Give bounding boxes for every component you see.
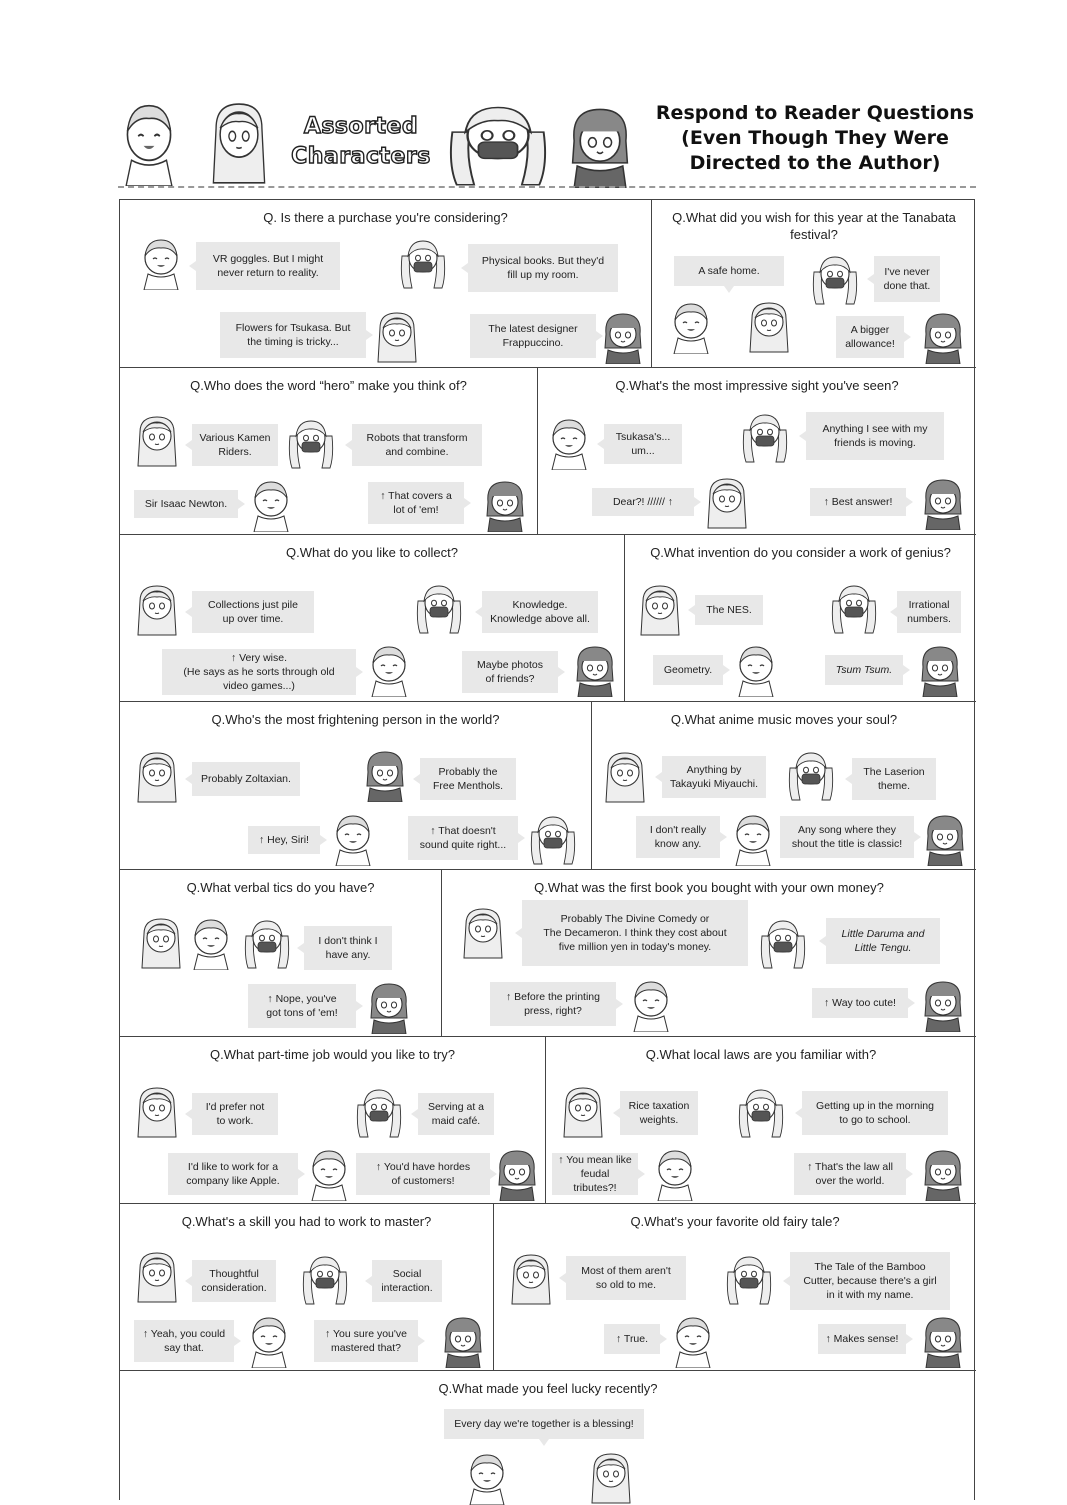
chibi-girl-twintails-mask-icon (400, 234, 446, 290)
chibi-girl-twintails-mask-icon (726, 1250, 772, 1306)
chibi-girl-short-hair-icon (652, 1145, 698, 1201)
chibi-girl-long-hair-icon (508, 1250, 554, 1306)
answer-bubble: ↑ That doesn't sound quite right... (408, 816, 518, 860)
answer-bubble: The latest designer Frappuccino. (470, 314, 596, 358)
question: Q.What's your favorite old fairy tale? (630, 1214, 840, 1229)
answer-bubble: Geometry. (653, 655, 723, 685)
chibi-girl-twintails-mask-icon (288, 414, 334, 470)
chibi-girl-short-hair-icon (118, 96, 180, 186)
answer-bubble: The NES. (695, 595, 763, 625)
chibi-girl-long-hair-icon (560, 1083, 606, 1139)
answer-bubble: Every day we're together is a blessing! (444, 1409, 644, 1439)
answer-bubble: Irrational numbers. (897, 591, 961, 633)
chibi-girl-bob-hair-icon (922, 810, 968, 866)
page-title (655, 101, 975, 176)
chibi-girl-twintails-mask-icon (244, 914, 290, 970)
answer-bubble: I don't think I have any. (304, 926, 392, 970)
section-label (290, 112, 432, 172)
answer-bubble: ↑ You mean like feudal tributes?! (552, 1153, 638, 1195)
answer-bubble: Getting up in the morning to go to school. (802, 1091, 948, 1135)
question: Q.What verbal tics do you have? (186, 880, 375, 895)
chibi-girl-bob-hair-icon (600, 308, 646, 364)
chibi-girl-long-hair-icon (138, 914, 184, 970)
chibi-girl-bob-hair-icon (366, 978, 412, 1034)
answer-bubble: ↑ Hey, Siri! (248, 826, 320, 854)
question: Q.What made you feel lucky recently? (438, 1381, 658, 1396)
header-divider (118, 186, 976, 188)
chibi-girl-short-hair-icon (138, 234, 184, 290)
qa-panel-verbal-tics (120, 870, 442, 1037)
answer-bubble: I'd like to work for a company like Apple. (168, 1153, 298, 1195)
chibi-girl-twintails-mask-icon (760, 914, 806, 970)
answer-bubble: Probably The Divine Comedy or The Decameron. I think they cost about five million yen in today's money. (522, 900, 748, 966)
answer-bubble: Serving at a maid café. (418, 1093, 494, 1135)
answer-bubble: ↑ Very wise. (He says as he sorts through old video games...) (162, 649, 356, 695)
chibi-girl-twintails-mask-icon (448, 96, 548, 188)
qa-panel-sight (538, 368, 976, 535)
chibi-girl-twintails-mask-icon (530, 810, 576, 866)
header-character-bob (565, 100, 635, 188)
chibi-girl-bob-hair-icon (440, 1312, 486, 1368)
chibi-girl-bob-hair-icon (920, 308, 966, 364)
answer-bubble: The Tale of the Bamboo Cutter, because there's a girl in it with my name. (790, 1252, 950, 1310)
header-character-mask (448, 96, 548, 188)
chibi-girl-short-hair-icon (464, 1449, 510, 1505)
answer-bubble: ↑ You'd have hordes of customers! (356, 1153, 490, 1195)
answer-bubble: I've never done that. (874, 256, 940, 302)
chibi-girl-bob-hair-icon (362, 746, 408, 802)
answer-bubble: A bigger allowance! (836, 316, 904, 358)
chibi-girl-long-hair-icon (208, 96, 270, 186)
chibi-girl-short-hair-icon (670, 1312, 716, 1368)
chibi-girl-short-hair-icon (733, 641, 779, 697)
chibi-girl-short-hair-icon (330, 810, 376, 866)
answer-bubble: Collections just pile up over time. (192, 591, 314, 633)
chibi-girl-long-hair-icon (637, 581, 683, 637)
qa-panel-part-time (120, 1037, 546, 1204)
answer-bubble: Physical books. But they'd fill up my room. (468, 244, 618, 292)
answer-bubble: ↑ Yeah, you could say that. (134, 1320, 234, 1362)
answer-bubble: Any song where they shout the title is classic! (780, 816, 914, 858)
answer-bubble: ↑ Best answer! (810, 488, 906, 516)
answer-bubble: Flowers for Tsukasa. But the timing is tricky... (220, 312, 366, 358)
qa-panel-fairy-tale (494, 1204, 976, 1371)
answer-bubble: ↑ That's the law all over the world. (794, 1153, 906, 1195)
question: Q.What invention do you consider a work of genius? (650, 545, 951, 560)
chibi-girl-long-hair-icon (588, 1449, 634, 1505)
answer-bubble: Little Daruma and Little Tengu. (826, 918, 940, 964)
chibi-girl-short-hair-icon (306, 1145, 352, 1201)
answer-bubble: ↑ Way too cute! (812, 988, 908, 1018)
answer-bubble: The Laserion theme. (852, 758, 936, 800)
answer-bubble: Rice taxation weights. (620, 1091, 698, 1135)
answer-bubble: ↑ Nope, you've got tons of 'em! (248, 984, 356, 1028)
answer-bubble: ↑ You sure you've mastered that? (314, 1320, 418, 1362)
chibi-girl-long-hair-icon (134, 412, 180, 468)
chibi-girl-twintails-mask-icon (812, 250, 858, 306)
chibi-girl-short-hair-icon (668, 298, 714, 354)
page-title-line1: Respond to Reader Questions (655, 102, 975, 124)
answer-bubble: ↑ Before the printing press, right? (490, 982, 616, 1026)
answer-bubble: ↑ True. (604, 1324, 660, 1354)
page-title-line3: Directed to the Author) (689, 152, 941, 174)
chibi-girl-long-hair-icon (374, 308, 420, 364)
answer-bubble: Various Kamen Riders. (192, 424, 278, 466)
chibi-girl-bob-hair-icon (482, 476, 528, 532)
answer-bubble: Knowledge. Knowledge above all. (482, 591, 598, 633)
chibi-girl-twintails-mask-icon (831, 579, 877, 635)
chibi-girl-long-hair-icon (134, 581, 180, 637)
question: Q.What do you like to collect? (286, 545, 458, 560)
answer-bubble: Social interaction. (372, 1260, 442, 1302)
answer-bubble: A safe home. (674, 256, 784, 286)
question: Q.What was the first book you bought with your own money? (534, 880, 884, 895)
answer-bubble: ↑ That covers a lot of 'em! (368, 482, 464, 524)
header-character-glasses (208, 96, 270, 186)
chibi-girl-long-hair-icon (134, 748, 180, 804)
chibi-girl-twintails-mask-icon (356, 1083, 402, 1139)
answer-bubble: Most of them aren't so old to me. (566, 1256, 686, 1300)
chibi-girl-twintails-mask-icon (416, 579, 462, 635)
chibi-girl-bob-hair-icon (920, 1312, 966, 1368)
answer-bubble: Probably the Free Menthols. (420, 758, 516, 800)
chibi-girl-bob-hair-icon (565, 100, 635, 188)
question: Q.What part-time job would you like to try? (210, 1047, 455, 1062)
chibi-girl-bob-hair-icon (920, 976, 966, 1032)
chibi-girl-short-hair-icon (246, 1312, 292, 1368)
question: Q.What's the most impressive sight you've seen? (615, 378, 899, 393)
qa-grid (119, 199, 975, 1500)
qa-panel-tanabata (652, 200, 976, 368)
qa-panel-first-book (442, 870, 976, 1037)
page-title-line2: (Even Though They Were (681, 127, 949, 149)
answer-bubble: VR goggles. But I might never return to reality. (196, 242, 340, 290)
section-label-line2: Characters (291, 144, 431, 169)
chibi-girl-short-hair-icon (188, 914, 234, 970)
answer-bubble: Robots that transform and combine. (352, 424, 482, 466)
answer-bubble: Probably Zoltaxian. (192, 762, 300, 796)
answer-bubble: ↑ Makes sense! (818, 1324, 906, 1354)
chibi-girl-bob-hair-icon (572, 641, 618, 697)
answer-bubble: Maybe photos of friends? (462, 651, 558, 693)
chibi-girl-short-hair-icon (730, 810, 776, 866)
chibi-girl-long-hair-icon (134, 1083, 180, 1139)
chibi-girl-short-hair-icon (248, 476, 294, 532)
chibi-girl-bob-hair-icon (494, 1145, 540, 1201)
answer-bubble: Anything I see with my friends is moving. (806, 412, 944, 460)
question: Q.What did you wish for this year at the Tanabata festival? (672, 210, 956, 242)
qa-panel-invention (625, 535, 976, 702)
question: Q.Who does the word “hero” make you think of? (190, 378, 467, 393)
chibi-girl-twintails-mask-icon (788, 746, 834, 802)
chibi-girl-bob-hair-icon (920, 474, 966, 530)
qa-panel-local-laws (546, 1037, 976, 1204)
question: Q.Who's the most frightening person in the world? (211, 712, 500, 727)
qa-panel-lucky (120, 1371, 976, 1501)
chibi-girl-bob-hair-icon (920, 1145, 966, 1201)
qa-panel-purchase (120, 200, 652, 368)
question: Q. Is there a purchase you're considering? (263, 210, 508, 225)
answer-bubble: Sir Isaac Newton. (134, 490, 238, 518)
answer-bubble: Anything by Takayuki Miyauchi. (662, 756, 766, 798)
chibi-girl-short-hair-icon (628, 976, 674, 1032)
chibi-girl-long-hair-icon (746, 298, 792, 354)
header-character-ponytail (118, 96, 180, 186)
chibi-girl-twintails-mask-icon (302, 1250, 348, 1306)
answer-bubble: Thoughtful consideration. (192, 1260, 276, 1302)
chibi-girl-long-hair-icon (704, 474, 750, 530)
qa-panel-hero (120, 368, 538, 535)
answer-bubble: I'd prefer not to work. (192, 1093, 278, 1135)
qa-panel-skill (120, 1204, 494, 1371)
answer-bubble: Tsum Tsum. (825, 655, 903, 685)
chibi-girl-bob-hair-icon (917, 641, 963, 697)
chibi-girl-twintails-mask-icon (742, 408, 788, 464)
answer-bubble: I don't really know any. (636, 816, 720, 858)
question: Q.What anime music moves your soul? (670, 712, 898, 727)
question: Q.What local laws are you familiar with? (645, 1047, 877, 1062)
chibi-girl-short-hair-icon (366, 641, 412, 697)
answer-bubble: Dear?! ////// ↑ (592, 488, 694, 516)
qa-panel-frightening (120, 702, 592, 870)
section-label-line1: Assorted (303, 114, 419, 139)
chibi-girl-short-hair-icon (546, 414, 592, 470)
chibi-girl-long-hair-icon (134, 1248, 180, 1304)
qa-panel-anime-music (592, 702, 976, 870)
chibi-girl-twintails-mask-icon (738, 1083, 784, 1139)
chibi-girl-long-hair-icon (460, 904, 506, 960)
question: Q.What's a skill you had to work to master? (181, 1214, 432, 1229)
answer-bubble: Tsukasa's... um... (604, 424, 682, 464)
qa-panel-collect (120, 535, 625, 702)
chibi-girl-long-hair-icon (602, 748, 648, 804)
